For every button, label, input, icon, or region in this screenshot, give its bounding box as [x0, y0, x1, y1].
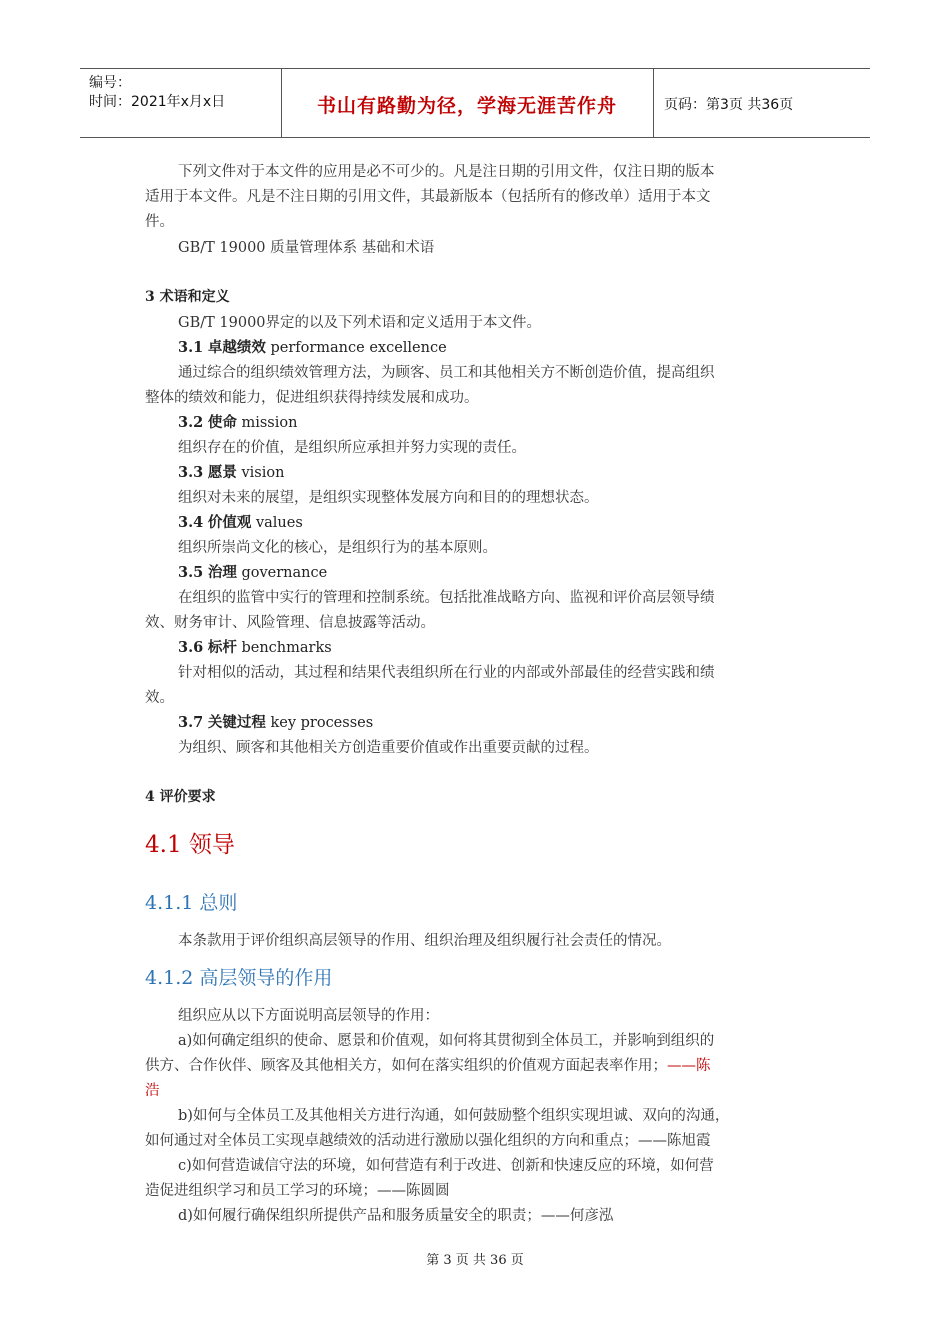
item-a-line-2: [145, 1054, 711, 1075]
section-4-title: 4 评价要求: [145, 789, 216, 805]
section-3-intro: GB/T 19000界定的以及下列术语和定义适用于本文件。: [178, 315, 542, 331]
term-english: vision: [241, 465, 285, 481]
term-name: 标杆: [207, 639, 237, 656]
header-motto-cell: [281, 69, 654, 137]
term-name: 使命: [207, 414, 237, 431]
term-number: 3.6: [178, 639, 204, 656]
item-a-text: 供方、合作伙伴、顾客及其他相关方，如何在落实组织的价值观方面起表率作用；: [145, 1058, 667, 1074]
term-english: performance excellence: [270, 340, 447, 356]
page-footer: 第 3 页 共 36 页: [426, 1253, 524, 1268]
term-name: 价值观: [207, 514, 252, 531]
term-english: mission: [241, 415, 298, 431]
term-3-2-heading: [178, 411, 297, 432]
term-number: 3.1: [178, 339, 204, 356]
document-time-label: 时间：2021年x月x日: [89, 94, 226, 110]
term-3-5-heading: [178, 561, 327, 582]
term-3-5-def-line-2: 效、财务审计、风险管理、信息披露等活动。: [145, 615, 435, 631]
intro-line-1: 下列文件对于本文件的应用是必不可少的。凡是注日期的引用文件，仅注日期的版本: [178, 164, 715, 180]
page-header: [80, 68, 870, 138]
header-motto: 书山有路勤为径，学海无涯苦作舟: [316, 95, 617, 117]
term-3-1-def-line-2: 整体的绩效和能力，促进组织获得持续发展和成功。: [145, 390, 479, 406]
term-3-3-def: 组织对未来的展望，是组织实现整体发展方向和目的的理想状态。: [178, 490, 599, 506]
item-b-line-1: b)如何与全体员工及其他相关方进行沟通，如何鼓励整个组织实现坦诚、双向的沟通，: [178, 1108, 730, 1124]
paragraph-4-1-2-intro: 组织应从以下方面说明高层领导的作用：: [178, 1008, 439, 1024]
term-english: benchmarks: [241, 640, 332, 656]
header-info-cell: [80, 69, 282, 137]
item-c-line-1: c)如何营造诚信守法的环境，如何营造有利于改进、创新和快速反应的环境，如何营: [178, 1158, 714, 1174]
item-d-line-1: d)如何履行确保组织所提供产品和服务质量安全的职责；——何彦泓: [178, 1208, 614, 1224]
term-3-6-heading: [178, 636, 332, 657]
term-number: 3.2: [178, 414, 204, 431]
item-a-author: ——陈: [667, 1058, 711, 1074]
item-a-line-1: a)如何确定组织的使命、愿景和价值观，如何将其贯彻到全体员工，并影响到组织的: [178, 1033, 715, 1049]
term-english: governance: [241, 565, 328, 581]
term-3-2-def: 组织存在的价值，是组织所应承担并努力实现的责任。: [178, 440, 526, 456]
term-name: 关键过程: [207, 714, 266, 731]
item-c-line-2: 造促进组织学习和员工学习的环境；——陈圆圆: [145, 1183, 450, 1199]
term-3-4-def: 组织所崇尚文化的核心，是组织行为的基本原则。: [178, 540, 497, 556]
item-a-author-continued: 浩: [145, 1083, 160, 1099]
normative-reference: GB/T 19000 质量管理体系 基础和术语: [178, 240, 435, 256]
term-name: 愿景: [207, 464, 237, 481]
header-page-cell: [654, 69, 870, 137]
intro-line-2: 适用于本文件。凡是不注日期的引用文件，其最新版本（包括所有的修改单）适用于本文: [145, 189, 711, 205]
item-b-line-2: 如何通过对全体员工实现卓越绩效的活动进行激励以强化组织的方向和重点；——陈旭霞: [145, 1133, 711, 1149]
term-number: 3.5: [178, 564, 204, 581]
term-3-7-heading: [178, 711, 373, 732]
heading-4-1-1: 4.1.1 总则: [145, 892, 238, 914]
term-number: 3.4: [178, 514, 204, 531]
section-3-title: 3 术语和定义: [145, 289, 230, 305]
paragraph-4-1-1: 本条款用于评价组织高层领导的作用、组织治理及组织履行社会责任的情况。: [178, 933, 671, 949]
term-3-5-def-line-1: 在组织的监管中实行的管理和控制系统。包括批准战略方向、监视和评价高层领导绩: [178, 590, 715, 606]
intro-line-3: 件。: [145, 214, 174, 230]
term-name: 治理: [207, 564, 237, 581]
term-3-7-def: 为组织、顾客和其他相关方创造重要价值或作出重要贡献的过程。: [178, 740, 599, 756]
term-english: key processes: [270, 715, 374, 731]
term-number: 3.3: [178, 464, 204, 481]
term-3-6-def-line-1: 针对相似的活动，其过程和结果代表组织所在行业的内部或外部最佳的经营实践和绩: [178, 665, 715, 681]
heading-4-1: 4.1 领导: [145, 832, 235, 858]
term-name: 卓越绩效: [207, 339, 266, 356]
heading-4-1-2: 4.1.2 高层领导的作用: [145, 967, 333, 989]
term-3-1-def-line-1: 通过综合的组织绩效管理方法，为顾客、员工和其他相关方不断创造价值，提高组织: [178, 365, 715, 381]
document-number-label: 编号：: [89, 75, 131, 91]
term-3-4-heading: [178, 511, 303, 532]
term-3-6-def-line-2: 效。: [145, 690, 174, 706]
term-english: values: [255, 515, 303, 531]
term-number: 3.7: [178, 714, 204, 731]
term-3-3-heading: [178, 461, 284, 482]
term-3-1-heading: [178, 336, 447, 357]
header-page-number: 页码：第3页 共36页: [664, 97, 794, 113]
